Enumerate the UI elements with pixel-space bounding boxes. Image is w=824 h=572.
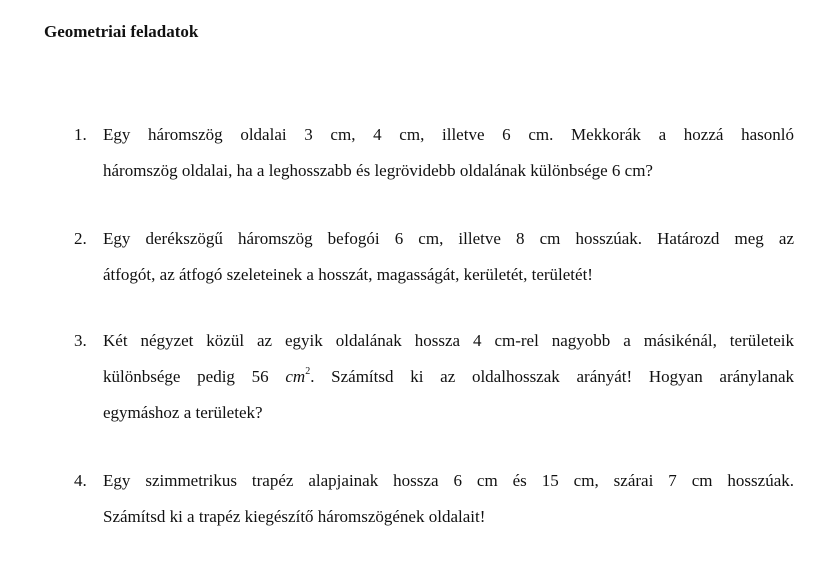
task-line: Egy derékszögű háromszög befogói 6 cm, illetve 8 cm hosszúak. Határozd meg az [103,229,794,248]
task-1 [74,117,794,189]
task-line: egymáshoz a területek? [103,403,263,422]
task-number: 2. [74,229,87,248]
task-text [103,323,794,431]
task-number: 4. [74,471,87,490]
task-text [103,117,794,189]
task-line: háromszög oldalai, ha a leghosszabb és legrövidebb oldalának különbsége 6 cm? [103,161,653,180]
task-4 [74,463,794,535]
task-2 [74,221,794,293]
task-line: Egy szimmetrikus trapéz alapjainak hossza 6 cm és 15 cm, szárai 7 cm hosszúak. [103,471,794,490]
area-unit: cm [285,367,306,386]
task-3 [74,323,794,431]
task-line: Számítsd ki a trapéz kiegészítő háromszögének oldalait! [103,507,486,526]
unit-exponent: 2 [305,366,311,377]
task-number: 3. [74,331,87,350]
task-line: Egy háromszög oldalai 3 cm, 4 cm, illetve 6 cm. Mekkorák a hozzá hasonló [103,125,794,144]
task-line-text: . Számítsd ki az oldalhosszak arányát! Hogyan aránylanak [310,367,794,386]
task-text [103,221,794,293]
document-title: Geometriai feladatok [44,22,199,41]
task-line-text: különbsége pedig 56 [103,367,269,386]
task-line: átfogót, az átfogó szeleteinek a hosszát, magasságát, kerületét, területét! [103,265,593,284]
task-line: Két négyzet közül az egyik oldalának hossza 4 cm-rel nagyobb a másikénál, területeik [103,331,794,350]
task-line-with-formula [103,359,794,395]
task-text [103,463,794,535]
task-number: 1. [74,125,87,144]
